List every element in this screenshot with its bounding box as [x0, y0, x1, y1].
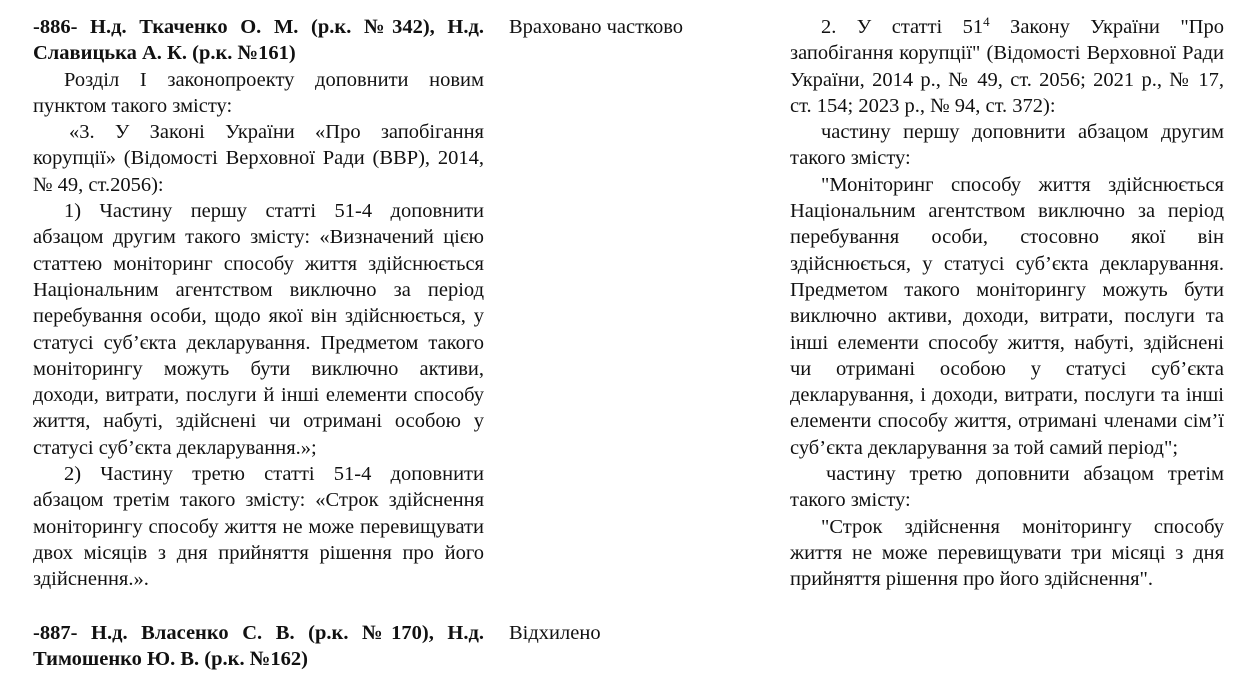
- final-wording-intro-suffix: Закону України "Про запобігання корупції" (Відомості Верховної Ради України, 2014 р., № 49, ст. 2056; 2021 р., № 17, ст. 154; 2023 р., № 94, ст. 372):: [790, 16, 1224, 117]
- final-wording-part1-text: "Моніторинг способу життя здійснюється Національним агентством виключно за період перебування особи, стосовно якої він здійснюється, у статусі суб’єкта декларування. Предметом такого моніторингу можуть бути виключно активи, доходи, витрати, послуги та інші елементи способу життя, набуті, здійснені чи отримані особою у статусі суб’єкта декларування, і доходи, витрати, послуги та інші елементи способу життя, отримані членами сім’ї суб’єкта декларування за той самий період";: [790, 173, 1224, 459]
- decision-column: [509, 14, 759, 674]
- final-wording-part3-instruction: частину третю доповнити абзацом третім такого змісту:: [790, 463, 1224, 512]
- amendment-886-proposal: [33, 14, 484, 593]
- final-wording-intro-superscript: 4: [983, 14, 990, 29]
- amendment-887-heading: -887- Н.д. Власенко С. В. (р.к. №170), Н.д. Тимошенко Ю. В. (р.к. №162): [33, 622, 484, 671]
- amendment-886-status: Враховано частково: [509, 16, 684, 38]
- final-wording-part1-instruction: частину першу доповнити абзацом другим такого змісту:: [790, 121, 1224, 170]
- amendment-887-proposal: [33, 620, 484, 673]
- amendment-887-status: Відхилено: [509, 622, 601, 644]
- final-wording-intro-prefix: 2. У статті 51: [821, 16, 984, 38]
- amendment-886-paragraph-2: «3. У Законі України «Про запобігання корупції» (Відомості Верховної Ради (ВВР), 2014, № 49, ст.2056):: [33, 121, 484, 196]
- final-wording-column: [790, 14, 1224, 593]
- final-wording-intro: [790, 14, 1224, 119]
- final-wording-part3-text: "Строк здійснення моніторингу способу життя не може перевищувати три місяці з дня прийняття рішення про його здійснення".: [790, 515, 1224, 591]
- amendment-886-paragraph-1: Розділ І законопроекту доповнити новим пунктом такого змісту:: [33, 68, 484, 117]
- amendment-886-paragraph-4: 2) Частину третю статті 51-4 доповнити абзацом третім такого змісту: «Строк здійснення моніторингу способу життя не може перевищувати двох місяців з дня прийняття рішення про його здійснення.».: [33, 463, 484, 591]
- amendment-886-heading: -886- Н.д. Ткаченко О. М. (р.к. №342), Н.д. Славицька А. К. (р.к. №161): [33, 16, 484, 65]
- amendment-886-paragraph-3: 1) Частину першу статті 51-4 доповнити абзацом другим такого змісту: «Визначений цією статтею моніторинг способу життя здійснюється Національним агентством виключно за період перебування особи, щодо якої він здійснюється, у статусі суб’єкта декларування. Предметом такого моніторингу можуть бути виключно активи, доходи, витрати, послуги й інші елементи способу життя, набуті, здійснені чи отримані особою у статусі суб’єкта декларування.»;: [33, 200, 484, 459]
